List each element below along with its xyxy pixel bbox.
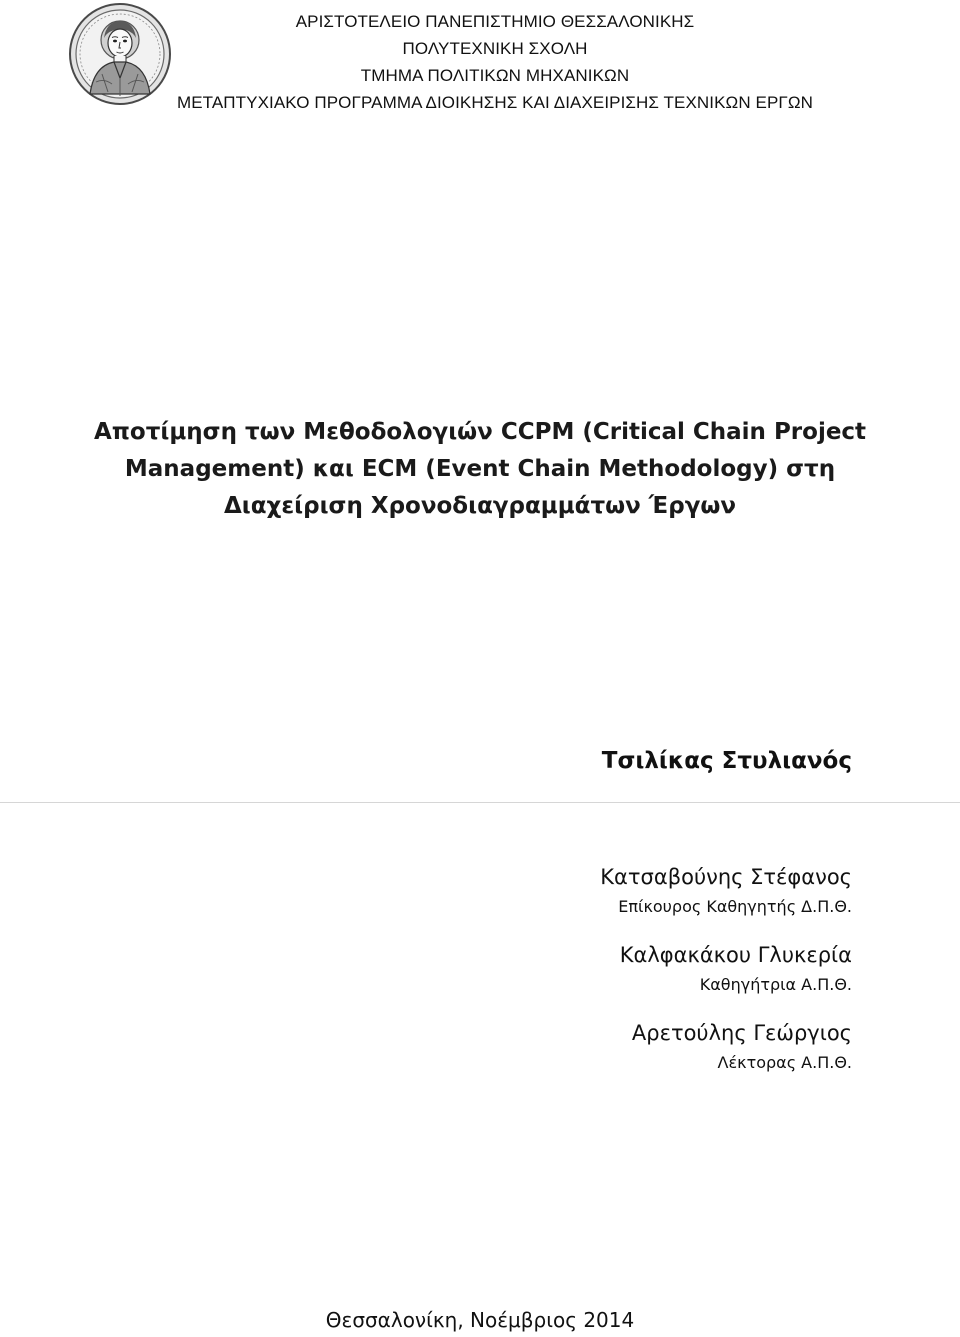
thesis-title-line-3: Διαχείριση Χρονοδιαγραμμάτων Έργων bbox=[223, 493, 737, 519]
author-name: Τσιλίκας Στυλιανός bbox=[601, 748, 852, 774]
committee-member-name: Αρετούλης Γεώργιος bbox=[631, 1021, 852, 1045]
committee-member bbox=[600, 1016, 852, 1076]
section-divider bbox=[0, 802, 960, 803]
program-name: ΜΕΤΑΠΤΥΧΙΑΚΟ ΠΡΟΓΡΑΜΜΑ ΔΙΟΙΚΗΣΗΣ ΚΑΙ ΔΙΑΧΕΙΡΙΣΗΣ ΤΕΧΝΙΚΩΝ ΕΡΓΩΝ bbox=[176, 93, 814, 112]
committee-member-name: Καλφακάκου Γλυκερία bbox=[619, 943, 852, 967]
school-name: ΠΟΛΥΤΕΧΝΙΚΗ ΣΧΟΛΗ bbox=[402, 39, 588, 58]
thesis-title bbox=[60, 414, 900, 525]
committee-member-role: Καθηγήτρια Α.Π.Θ. bbox=[699, 975, 852, 994]
thesis-title-line-2: Management) και ECM (Event Chain Methodology) στη bbox=[124, 456, 836, 482]
department-name: ΤΜΗΜΑ ΠΟΛΙΤΙΚΩΝ ΜΗΧΑΝΙΚΩΝ bbox=[360, 66, 630, 85]
committee-member bbox=[600, 938, 852, 998]
committee-member bbox=[600, 860, 852, 920]
committee-member-role: Επίκουρος Καθηγητής Δ.Π.Θ. bbox=[618, 897, 852, 916]
place-and-date: Θεσσαλονίκη, Νοέμβριος 2014 bbox=[325, 1308, 635, 1332]
thesis-title-line-1: Αποτίμηση των Μεθοδολογιών CCPM (Critical Chain Project bbox=[93, 419, 867, 445]
university-name: ΑΡΙΣΤΟΤΕΛΕΙΟ ΠΑΝΕΠΙΣΤΗΜΙΟ ΘΕΣΣΑΛΟΝΙΚΗΣ bbox=[295, 12, 695, 31]
committee-member-role: Λέκτορας Α.Π.Θ. bbox=[717, 1053, 852, 1072]
institution-header bbox=[140, 8, 850, 116]
committee-member-name: Κατσαβούνης Στέφανος bbox=[600, 865, 852, 889]
committee-list bbox=[600, 860, 852, 1094]
